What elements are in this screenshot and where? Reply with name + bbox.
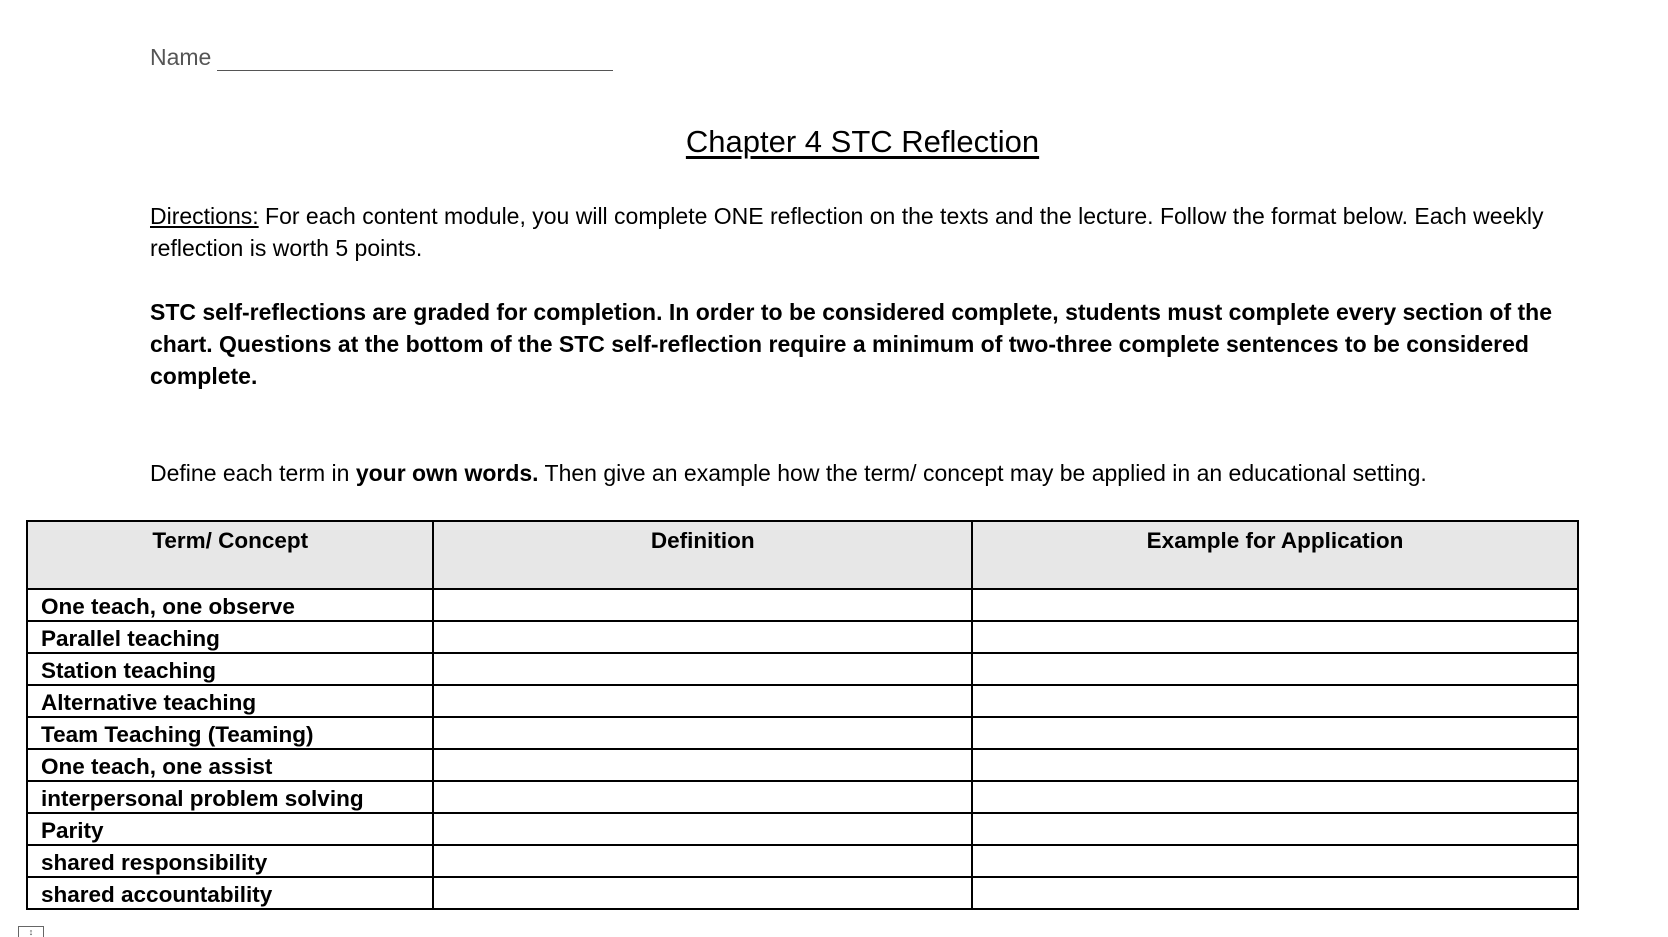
definition-cell[interactable] <box>433 621 972 653</box>
definition-cell[interactable] <box>433 717 972 749</box>
definition-cell[interactable] <box>433 781 972 813</box>
table-row <box>27 653 1578 685</box>
name-field <box>150 44 613 71</box>
table-row <box>27 589 1578 621</box>
definition-cell[interactable] <box>433 685 972 717</box>
example-cell[interactable] <box>972 813 1578 845</box>
define-after: Then give an example how the term/ concept may be applied in an educational setting. <box>538 460 1427 486</box>
table-header-row <box>27 521 1578 589</box>
table-row <box>27 717 1578 749</box>
grading-note: STC self-reflections are graded for completion. In order to be considered complete, students must complete every section of the chart. Questions at the bottom of the STC self-reflection require a minimum of two-three complete sentences to be considered complete. <box>150 299 1553 389</box>
table-row <box>27 845 1578 877</box>
example-cell[interactable] <box>972 749 1578 781</box>
term-cell: interpersonal problem solving <box>27 781 433 813</box>
table-row <box>27 749 1578 781</box>
example-cell[interactable] <box>972 685 1578 717</box>
example-cell[interactable] <box>972 621 1578 653</box>
definition-cell[interactable] <box>433 749 972 781</box>
table-row <box>27 685 1578 717</box>
term-cell: Parity <box>27 813 433 845</box>
term-cell: One teach, one observe <box>27 589 433 621</box>
definition-cell[interactable] <box>433 845 972 877</box>
name-blank-line[interactable] <box>217 44 613 71</box>
define-bold: your own words. <box>355 460 539 486</box>
header-example: Example for Application <box>972 521 1578 589</box>
term-cell: shared accountability <box>27 877 433 909</box>
define-instruction <box>150 457 1610 489</box>
definition-cell[interactable] <box>433 877 972 909</box>
term-cell: Parallel teaching <box>27 621 433 653</box>
example-cell[interactable] <box>972 877 1578 909</box>
term-cell: Station teaching <box>27 653 433 685</box>
table-row <box>27 813 1578 845</box>
document-title: Chapter 4 STC Reflection <box>685 124 1040 159</box>
table-row <box>27 621 1578 653</box>
example-cell[interactable] <box>972 845 1578 877</box>
directions-label: Directions: <box>150 203 259 229</box>
term-cell: One teach, one assist <box>27 749 433 781</box>
table-row <box>27 877 1578 909</box>
term-cell: Alternative teaching <box>27 685 433 717</box>
terms-table <box>26 520 1579 910</box>
header-definition: Definition <box>433 521 972 589</box>
example-cell[interactable] <box>972 653 1578 685</box>
name-label: Name <box>150 44 212 70</box>
definition-cell[interactable] <box>433 813 972 845</box>
table-row <box>27 781 1578 813</box>
term-cell: shared responsibility <box>27 845 433 877</box>
header-term: Term/ Concept <box>27 521 433 589</box>
define-before: Define each term in <box>150 460 356 486</box>
definition-cell[interactable] <box>433 589 972 621</box>
definition-cell[interactable] <box>433 653 972 685</box>
example-cell[interactable] <box>972 717 1578 749</box>
term-cell: Team Teaching (Teaming) <box>27 717 433 749</box>
directions-text: For each content module, you will complete ONE reflection on the texts and the lecture. Follow the format below. Each weekly reflection is worth 5 points. <box>150 203 1544 261</box>
table-move-handle-icon[interactable]: ↕ <box>18 926 44 937</box>
example-cell[interactable] <box>972 781 1578 813</box>
directions-paragraph <box>150 200 1570 264</box>
example-cell[interactable] <box>972 589 1578 621</box>
